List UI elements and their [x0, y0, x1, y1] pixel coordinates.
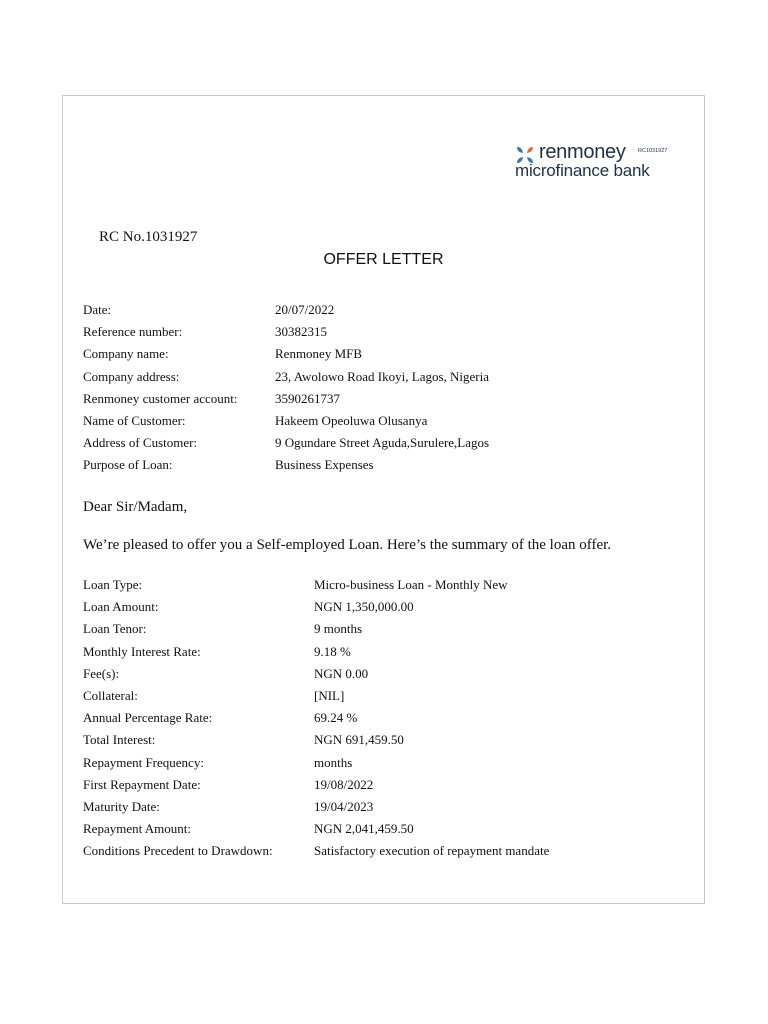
term-row-label: Loan Amount:	[83, 599, 159, 615]
logo-rc-text: RC1031927	[638, 148, 668, 154]
detail-row-value: 20/07/2022	[275, 302, 335, 317]
term-row-value: 69.24 %	[314, 710, 358, 726]
term-row-label: Annual Percentage Rate:	[83, 710, 213, 726]
page-title: OFFER LETTER	[323, 251, 444, 268]
term-row-value: NGN 0.00	[314, 665, 369, 681]
term-row-value: NGN 2,041,459.50	[314, 821, 414, 837]
detail-row-label: Reference number:	[83, 324, 183, 340]
salutation: Dear Sir/Madam,	[83, 499, 188, 515]
term-row-label: Maturity Date:	[83, 798, 160, 814]
detail-row-value: 30382315	[275, 324, 327, 340]
term-row-label: Total Interest:	[83, 732, 156, 748]
detail-row-value: Renmoney MFB	[275, 346, 363, 362]
detail-row-label: Company address:	[83, 368, 180, 384]
term-row-value: months	[314, 754, 353, 770]
detail-row-value: 3590261737	[275, 390, 340, 406]
detail-row-label: Company name:	[83, 346, 169, 362]
detail-row-label: Name of Customer:	[83, 412, 186, 428]
detail-row-value: 23, Awolowo Road Ikoyi, Lagos, Nigeria	[275, 368, 489, 384]
detail-row-label: Purpose of Loan:	[83, 457, 173, 473]
detail-row-value: 9 Ogundare Street Aguda,Surulere,Lagos	[275, 435, 490, 451]
term-row-value: 9 months	[314, 621, 363, 637]
detail-row-value: Business Expenses	[275, 457, 374, 473]
intro-paragraph: We’re pleased to offer you a Self-employed Loan. Here’s the summary of the loan offer.	[83, 537, 612, 553]
detail-row-label: Address of Customer:	[83, 435, 198, 451]
rc-number: RC No.1031927	[99, 229, 198, 245]
logo-subtitle: microfinance bank	[515, 161, 650, 180]
term-row-value: [NIL]	[314, 687, 345, 703]
term-row-label: Loan Tenor:	[83, 621, 147, 637]
term-row-label: Repayment Amount:	[83, 821, 191, 837]
detail-row-value: Hakeem Opeoluwa Olusanya	[275, 412, 428, 428]
term-row-value: Micro-business Loan - Monthly New	[314, 577, 508, 592]
term-row-label: Monthly Interest Rate:	[83, 643, 201, 659]
term-row-label: Collateral:	[83, 687, 138, 703]
term-row-value: 19/04/2023	[314, 798, 374, 814]
term-row-value: Satisfactory execution of repayment mandate	[314, 843, 550, 859]
term-row-label: Conditions Precedent to Drawdown:	[83, 843, 273, 859]
term-row-label: Loan Type:	[83, 577, 143, 592]
term-row-label: Repayment Frequency:	[83, 754, 204, 770]
term-row-value: NGN 1,350,000.00	[314, 599, 414, 615]
term-row-label: Fee(s):	[83, 665, 120, 681]
term-row-value: 9.18 %	[314, 643, 351, 659]
term-row-value: 19/08/2022	[314, 776, 374, 792]
detail-row-label: Renmoney customer account:	[83, 390, 238, 406]
offer-letter-page	[62, 95, 705, 904]
term-row-label: First Repayment Date:	[83, 776, 201, 792]
detail-row-label: Date:	[83, 302, 112, 317]
renmoney-logo	[515, 142, 685, 184]
logo-brand-text: renmoney	[539, 141, 626, 163]
term-row-value: NGN 691,459.50	[314, 732, 404, 748]
